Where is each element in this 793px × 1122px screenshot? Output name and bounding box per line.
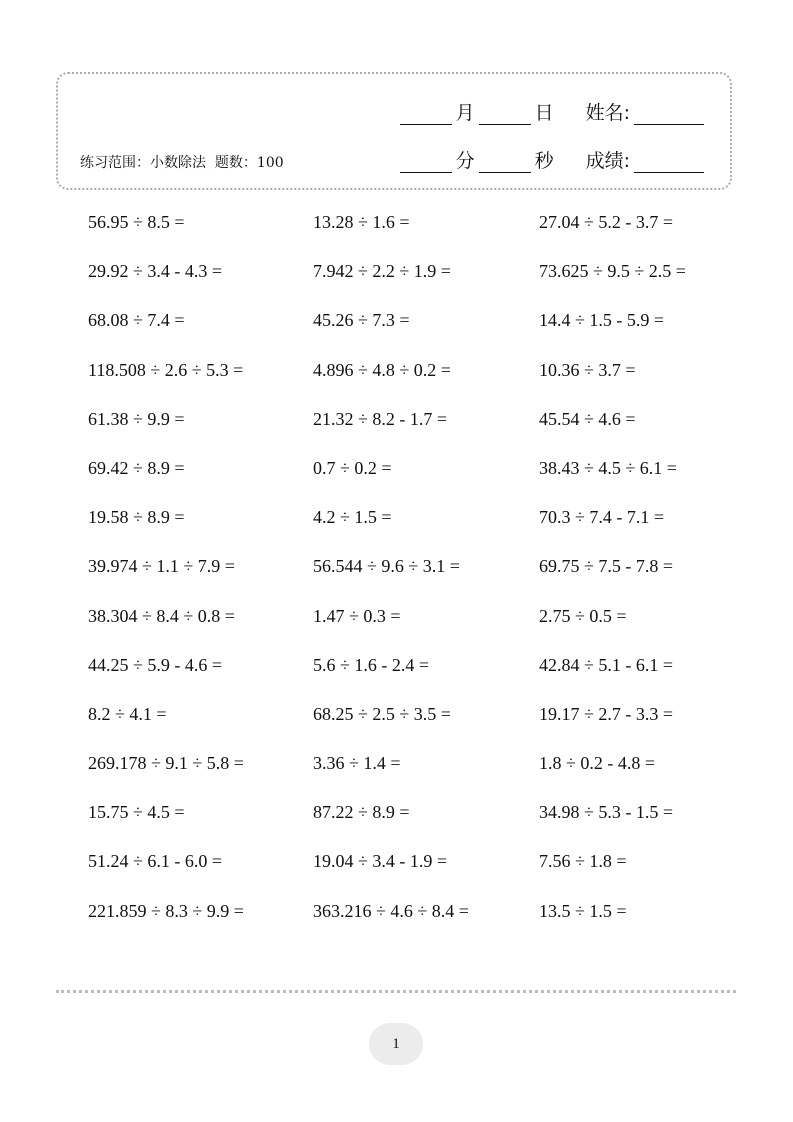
problem-item: 70.3 ÷ 7.4 - 7.1 = bbox=[539, 507, 665, 528]
second-blank[interactable] bbox=[479, 154, 531, 173]
problem-item: 21.32 ÷ 8.2 - 1.7 = bbox=[313, 408, 448, 429]
problem-item: 56.544 ÷ 9.6 ÷ 3.1 = bbox=[313, 556, 460, 577]
divider bbox=[56, 990, 736, 993]
problem-item: 68.25 ÷ 2.5 ÷ 3.5 = bbox=[313, 703, 451, 724]
problem-item: 7.56 ÷ 1.8 = bbox=[539, 851, 627, 872]
name-blank[interactable] bbox=[634, 106, 704, 125]
problem-item: 10.36 ÷ 3.7 = bbox=[539, 359, 636, 380]
problem-item: 19.58 ÷ 8.9 = bbox=[88, 507, 185, 528]
count-label: 题数： bbox=[214, 155, 257, 171]
problem-item: 13.5 ÷ 1.5 = bbox=[539, 900, 627, 921]
second-label: 秒 bbox=[534, 150, 554, 172]
problem-item: 2.75 ÷ 0.5 = bbox=[539, 605, 627, 626]
month-label: 月 bbox=[455, 102, 475, 124]
problem-item: 29.92 ÷ 3.4 - 4.3 = bbox=[88, 261, 223, 282]
problem-item: 15.75 ÷ 4.5 = bbox=[88, 802, 185, 823]
month-blank[interactable] bbox=[400, 106, 452, 125]
name-label: 姓名: bbox=[585, 102, 630, 124]
problem-item: 34.98 ÷ 5.3 - 1.5 = bbox=[539, 802, 674, 823]
count-value: 100 bbox=[256, 155, 284, 171]
problem-item: 69.42 ÷ 8.9 = bbox=[88, 457, 185, 478]
day-blank[interactable] bbox=[479, 106, 531, 125]
problem-item: 0.7 ÷ 0.2 = bbox=[313, 457, 392, 478]
problem-item: 69.75 ÷ 7.5 - 7.8 = bbox=[539, 556, 674, 577]
problem-item: 14.4 ÷ 1.5 - 5.9 = bbox=[539, 310, 665, 331]
problem-item: 19.04 ÷ 3.4 - 1.9 = bbox=[313, 851, 448, 872]
problem-item: 5.6 ÷ 1.6 - 2.4 = bbox=[313, 654, 430, 675]
problem-item: 68.08 ÷ 7.4 = bbox=[88, 310, 185, 331]
practice-range bbox=[80, 152, 284, 172]
problem-item: 51.24 ÷ 6.1 - 6.0 = bbox=[88, 851, 223, 872]
score-blank[interactable] bbox=[634, 154, 704, 173]
problem-item: 3.36 ÷ 1.4 = bbox=[313, 753, 401, 774]
minute-label: 分 bbox=[455, 150, 475, 172]
problem-item: 87.22 ÷ 8.9 = bbox=[313, 802, 410, 823]
problem-item: 8.2 ÷ 4.1 = bbox=[88, 703, 167, 724]
range-value: 小数除法 bbox=[150, 155, 206, 171]
problem-item: 56.95 ÷ 8.5 = bbox=[88, 212, 185, 232]
problem-item: 42.84 ÷ 5.1 - 6.1 = bbox=[539, 654, 674, 675]
problem-item: 118.508 ÷ 2.6 ÷ 5.3 = bbox=[88, 359, 244, 380]
time-score-row bbox=[400, 146, 704, 173]
page-number: 1 bbox=[369, 1023, 423, 1065]
problem-item: 1.47 ÷ 0.3 = bbox=[313, 605, 401, 626]
problem-item: 4.896 ÷ 4.8 ÷ 0.2 = bbox=[313, 359, 451, 380]
problem-item: 19.17 ÷ 2.7 - 3.3 = bbox=[539, 703, 674, 724]
problem-item: 45.54 ÷ 4.6 = bbox=[539, 408, 636, 429]
problem-item: 38.43 ÷ 4.5 ÷ 6.1 = bbox=[539, 457, 677, 478]
problem-item: 39.974 ÷ 1.1 ÷ 7.9 = bbox=[88, 556, 235, 577]
problem-item: 363.216 ÷ 4.6 ÷ 8.4 = bbox=[313, 900, 469, 921]
problem-item: 221.859 ÷ 8.3 ÷ 9.9 = bbox=[88, 900, 244, 921]
problem-grid bbox=[88, 206, 748, 944]
problem-item: 73.625 ÷ 9.5 ÷ 2.5 = bbox=[539, 261, 686, 282]
range-label: 练习范围： bbox=[80, 155, 150, 171]
problem-item: 44.25 ÷ 5.9 - 4.6 = bbox=[88, 654, 223, 675]
problem-item: 7.942 ÷ 2.2 ÷ 1.9 = bbox=[313, 261, 451, 282]
problem-item: 38.304 ÷ 8.4 ÷ 0.8 = bbox=[88, 605, 235, 626]
score-label: 成绩: bbox=[585, 150, 630, 172]
day-label: 日 bbox=[534, 102, 554, 124]
date-name-row bbox=[400, 98, 704, 125]
minute-blank[interactable] bbox=[400, 154, 452, 173]
problem-item: 269.178 ÷ 9.1 ÷ 5.8 = bbox=[88, 753, 244, 774]
problem-item: 27.04 ÷ 5.2 - 3.7 = bbox=[539, 212, 674, 232]
problem-item: 1.8 ÷ 0.2 - 4.8 = bbox=[539, 753, 656, 774]
header-box bbox=[56, 72, 732, 190]
problem-item: 13.28 ÷ 1.6 = bbox=[313, 212, 410, 232]
problem-item: 61.38 ÷ 9.9 = bbox=[88, 408, 185, 429]
problem-item: 45.26 ÷ 7.3 = bbox=[313, 310, 410, 331]
problem-item: 4.2 ÷ 1.5 = bbox=[313, 507, 392, 528]
